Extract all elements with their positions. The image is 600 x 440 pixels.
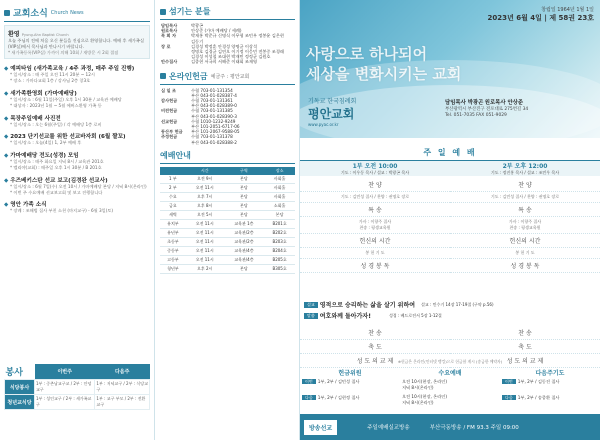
worship-order xyxy=(300,178,600,273)
volunteer-table xyxy=(4,364,150,410)
accounts-table xyxy=(160,88,295,145)
order-item: 기도 : 김민성 집사 / 찬양 : 권명호 장로 xyxy=(450,192,600,203)
news-heading: ◆ 영안 가족 소식 xyxy=(4,200,150,208)
news-body: * 일시/장소 : 매 주일 오전 11시 20분 ~ 12시 * 장소 : 가마다교회 1층 / 강사님 2층 창3호 xyxy=(10,72,95,84)
sermon-title-2: 여호와께 돌아가자! xyxy=(319,313,371,320)
order-item: 찬 양 xyxy=(300,178,450,192)
staff-role: 장 로 xyxy=(161,43,171,49)
order-item: 봉 헌 기 도 xyxy=(300,248,450,259)
table-row xyxy=(160,219,295,228)
account-type: 동산부 헌금 xyxy=(161,129,183,135)
account-number: 수협 1010-1232-9249 xyxy=(191,118,236,124)
news-body: * 장례 : 조해범 집사 부친 소천 (마지교구) - 6월 3일(토) xyxy=(10,208,114,214)
sermon-title-1: 영적으로 승리하는 삶을 살기 위하여 xyxy=(319,302,416,309)
meeting-cell: 교육관/2층 xyxy=(224,228,265,237)
volunteer-cell: 1부 : 중촌남교구교 / 2부 : 안녕교구 xyxy=(35,380,95,395)
account-type xyxy=(160,140,190,145)
volunteer-cell: 1부 : 성인교구 / 2부 : 새가족교구 xyxy=(35,395,95,410)
account-number: 부산 101-2051-6717-06 xyxy=(191,124,240,130)
staff-names: 김경성 박정훈 안경성 양명균 이상석 xyxy=(191,43,258,49)
church-news-title: 교회소식 Church News xyxy=(4,6,150,22)
closing-item: 성 도 의 교 제 xyxy=(450,354,600,368)
staff-names: 김종현 서국희 서해준 이태회 조재영 xyxy=(191,59,258,65)
people-icon xyxy=(160,9,166,15)
order-item: 특 송 xyxy=(450,203,600,217)
slogan: 사랑으로 하나되어 세상을 변화시키는 교회 xyxy=(306,45,462,83)
staff-names: 정명호 김경균 김연오 이기정 이응민 전봉중 조경래 xyxy=(191,49,284,55)
online-offering-title: 온라인헌금 예금주 : 평안교회 xyxy=(160,71,295,85)
broadcast-footer xyxy=(300,414,600,440)
closing-item: 찬 송 xyxy=(450,326,600,340)
account-type: 감사헌금 xyxy=(161,98,178,104)
meeting-cell: B205호 xyxy=(264,255,295,264)
account-number: 부산 043-01-028389-0 xyxy=(191,103,237,109)
service1-header: 1부 오전 10:00 기도 : 이우동 목사 / 설교 : 박광곤 목사 xyxy=(300,160,450,176)
meeting-cell: 중등부 xyxy=(160,246,186,255)
order-item: 특 송 xyxy=(300,203,450,217)
meeting-cell: 교육관/4층 xyxy=(224,255,265,264)
news-body: * 일시/장소 : 오는 6월(주일) / 각 예배당 1층 로비 xyxy=(10,121,102,127)
church-logo: 기독교 한국침례회 평안교회 www.pyac.or.kr xyxy=(308,98,357,127)
meeting-cell: 수요 xyxy=(160,192,186,201)
table-row xyxy=(160,183,295,192)
staff-role: 담임목사 xyxy=(161,23,178,28)
account-number: 수협 703-01-131385 xyxy=(191,108,233,114)
order-item: 헌신의 시간 xyxy=(300,234,450,248)
meeting-cell: 오전 11시 xyxy=(186,219,224,228)
meetings-table xyxy=(160,167,295,274)
offering-duty: 헌금위원 이번 1부, 2부 / 김민성 집사 다음 1부, 2부 / 김현정 집사 xyxy=(300,368,400,406)
table-row xyxy=(160,59,295,64)
order-item: 가사 : 이향주 집사 찬송 : 평생교육원 xyxy=(300,217,450,234)
order-item: 찬 양 xyxy=(450,178,600,192)
middle-column xyxy=(155,0,300,440)
service2-order xyxy=(450,178,600,273)
meeting-cell: 본당 xyxy=(224,175,265,184)
hero-banner xyxy=(300,0,600,138)
meeting-cell: 오전 11시 xyxy=(186,237,224,246)
meeting-cell: 교육관 1층 xyxy=(224,219,265,228)
news-heading: ◆ 우즈베키스탄 선교 보고(김경완 선교사) xyxy=(4,176,150,184)
meetings-title: 예배안내 xyxy=(160,150,295,164)
news-heading: ◆ 2023 단기선교를 위한 선교바자회 (6월 짤꼬) xyxy=(4,132,150,140)
meeting-cell: 청년부 xyxy=(160,264,186,273)
founded-date: 창립일 1964년 1월 1일 xyxy=(541,7,594,13)
account-number: 부산 043-01-028390-3 xyxy=(191,113,237,119)
welcome-body: 오늘 주님의 전에 처음 오신 분들을 진심으로 환영합니다. 예배 후 새가족실(VIP실)에서 목사님과 만나시기 바랍니다. xyxy=(8,38,144,49)
table-row xyxy=(160,246,295,255)
meeting-cell: 사회홀 xyxy=(264,175,295,184)
volunteer-col-this: 이번주 xyxy=(35,364,95,380)
table-row xyxy=(160,192,295,201)
closing-item: 찬 송 xyxy=(300,326,450,340)
meeting-cell: 본당 xyxy=(224,210,265,219)
service1-order xyxy=(300,178,450,273)
sermon-label: 말씀 xyxy=(304,313,318,319)
table-row xyxy=(5,395,150,410)
meeting-cell: 오후 7시 xyxy=(186,192,224,201)
staff-names: 김동기 xyxy=(191,38,204,44)
meeting-cell: 교육관/2층 xyxy=(224,237,265,246)
meeting-cell: B203호 xyxy=(264,237,295,246)
meeting-cell: 본당 xyxy=(224,264,265,273)
meeting-cell: 금요 xyxy=(160,201,186,210)
meeting-cell: 1 부 xyxy=(160,175,186,184)
staff-role: 안수집사 xyxy=(161,59,178,65)
duty-grid xyxy=(300,368,600,406)
news-list xyxy=(4,64,150,214)
welcome-note: * 새가족등록(VIP실) 가까이 의해 10회 / 재방문 시 2회 접점 xyxy=(8,49,119,55)
account-type: 선교헌금 xyxy=(161,118,178,124)
closing-item: 성 도 의 교 제 xyxy=(300,354,450,368)
meeting-cell: 고등부 xyxy=(160,255,186,264)
account-number: 부산 043-01-028388-2 xyxy=(191,139,237,145)
table-row xyxy=(160,264,295,273)
news-heading: ◆ 목장주일예배 사진전 xyxy=(4,114,150,122)
news-body: * 일시/장소 : 6월 11일(주일) 오후 1시 30분 / 교육관 예배당 * 대상자 : 2023년 1월 ~ 5월 에버스환영 가족 등 xyxy=(10,96,122,108)
volunteer-cell: 1부 : 교구 부모 / 2부 : 전환교구 xyxy=(95,395,150,410)
meeting-cell: 오후 2시 xyxy=(186,264,224,273)
right-column xyxy=(300,0,600,440)
meetings-col-header: 장소 xyxy=(264,167,295,175)
order-item: 성 경 봉 독 xyxy=(300,259,450,273)
next-prayer: 다음주기도 이번 1부, 2부 / 김동진 집사 다음 1부, 2부 / 송종환 집사 xyxy=(500,368,600,406)
order-item: 봉 헌 기 도 xyxy=(450,248,600,259)
account-number: 부산 043-01-028387-4 xyxy=(191,92,237,98)
meeting-cell: 본당 xyxy=(264,210,295,219)
meeting-cell: 초등부 xyxy=(160,237,186,246)
closing-item: 축 도 xyxy=(300,340,450,354)
volunteer-title: 봉사 xyxy=(5,364,35,380)
staff-names: 김경성 이성철 조대현 박재민 정정균 김원호 xyxy=(191,54,271,60)
staff-role: 원로목사 xyxy=(161,28,178,34)
meeting-cell: B201호 xyxy=(264,219,295,228)
news-heading: ◆ 새가족환영회 (가마예배당) xyxy=(4,89,150,97)
meeting-cell: 2 부 xyxy=(160,183,186,192)
broadcast-text-1: 주일예배실교방송 xyxy=(367,425,410,431)
meetings-col-header: 시간 xyxy=(186,167,224,175)
account-number: 수협 703-01-131354 xyxy=(191,87,233,93)
meetings-col-header xyxy=(160,167,186,175)
table-row xyxy=(160,255,295,264)
issue-info xyxy=(488,6,594,23)
meeting-cell: B204호 xyxy=(264,246,295,255)
meeting-cell: 오전 11시 xyxy=(186,255,224,264)
volunteer-col-next: 다음주 xyxy=(95,364,150,380)
account-type: 비전헌금 xyxy=(161,108,178,114)
table-row xyxy=(160,140,295,145)
meeting-cell: 오전 5시 xyxy=(186,210,224,219)
sermon-ref-2: 성경 : 베드로전서 5장 1-12절 xyxy=(388,312,442,318)
volunteer-cell: 1부 : 저녁교구 / 2부 : 식당교구 xyxy=(95,380,150,395)
meeting-cell: 사회홀 xyxy=(264,192,295,201)
meeting-cell: 사회홀 xyxy=(264,183,295,192)
worship-title: 주 일 예 배 xyxy=(423,148,477,157)
meeting-cell: 본당 xyxy=(224,192,265,201)
staff-names: 박광곤 xyxy=(191,23,204,28)
staff-names: 안상준 (가마 예배당 / 세례) xyxy=(191,28,242,34)
news-body: * 일시/장소 : 오늘(4일) 1, 2부 예배 후 xyxy=(10,140,82,146)
account-type: 주정헌금 xyxy=(161,134,178,140)
meeting-cell: B202호 xyxy=(264,228,295,237)
meeting-cell: 본당 xyxy=(224,183,265,192)
sermon-box xyxy=(304,300,596,320)
account-type: 십 일 조 xyxy=(161,87,177,93)
news-body: * 일시/장소 : 매주 화요일 저녁 8시 / 교육관 201호 * 엘리야(교회) : 매주일 오후 1시 30분 / B 201호 xyxy=(10,159,104,170)
news-body: * 일시/장소 : 6월 7일(수) 오전 10시 / 가마예배당 본당 / 저녁 8시(온라인) * 이번 주 수요예배 선교보고회 및 보고 진행합니다 xyxy=(10,183,147,195)
meeting-cell: 교육관/4층 xyxy=(224,246,265,255)
sermon-label: 설교 xyxy=(304,302,318,308)
service2-header: 2부 오후 12:00 기도 : 정진홍 목사 / 설교 : 조민우 목사 xyxy=(450,160,600,176)
meeting-cell: 본당 xyxy=(224,201,265,210)
meeting-cell: B305호 xyxy=(264,264,295,273)
meeting-cell: 오후 8시 xyxy=(186,201,224,210)
staff-names: 박재홍 박준규 신명식 이무형 조민우 정봉윤 김은현 xyxy=(191,33,284,39)
offering-note: ※헌금은 온라인(인터넷 뱅킹)으로 헌금함 게시 (송금한 예약자) xyxy=(397,359,503,364)
meeting-cell: 오전 9시 xyxy=(186,175,224,184)
pastor-info: 담임목사 박광곤 원로목사 안상준 부산광역시 부산진구 전포대로 275번길 34 Tel. 051-7035 FAX 051-9029 xyxy=(445,100,529,118)
broadcast-text-2: 부산극동방송 / FM 93.3 주일 09:00 xyxy=(429,425,519,431)
staff-table xyxy=(160,23,295,65)
table-row xyxy=(160,228,295,237)
meetings-col-header: 구역 xyxy=(224,167,265,175)
account-number: 부산 101-2067-9588-05 xyxy=(191,129,240,135)
closing-item: 축 도 xyxy=(450,340,600,354)
meeting-cell: 소회홀 xyxy=(264,201,295,210)
staff-role: 목 회 자 xyxy=(161,33,177,39)
table-row xyxy=(5,380,150,395)
left-column xyxy=(0,0,155,440)
sermon-ref-1: 설교 : 민수기 14장 17-19절 (구약 p.56) xyxy=(421,301,494,307)
order-item: 기도 : 김민성 집사 / 찬양 : 권명호 장로 xyxy=(300,192,450,203)
news-icon xyxy=(4,10,10,16)
meeting-cell: 유년부 xyxy=(160,228,186,237)
volunteer-label: 식당봉사 xyxy=(5,380,35,395)
order-item: 가사 : 이향주 집사 찬송 : 평생교육원 xyxy=(450,217,600,234)
order-item: 헌신의 시간 xyxy=(450,234,600,248)
wallet-icon xyxy=(160,73,166,79)
table-row xyxy=(160,201,295,210)
table-row xyxy=(160,237,295,246)
broadcast-badge: 방송선교 xyxy=(304,420,337,435)
meeting-cell: 오전 11시 xyxy=(186,183,224,192)
account-number: 수협 703-01-131361 xyxy=(191,98,233,104)
meeting-cell: 오전 11시 xyxy=(186,228,224,237)
volunteer-label: 청년교식당 xyxy=(5,395,35,410)
news-heading: ◆ 가마예배당 전도(성경) 모임 xyxy=(4,151,150,159)
issue-date: 2023년 6월 4일 | 제 58권 23호 xyxy=(487,14,594,22)
news-heading: ◆ 예피타임 (새가족교육 / 4주 과정, 매주 주일 진행) xyxy=(4,64,150,72)
volunteer-section xyxy=(4,364,150,410)
staff-title: 섬기는 분들 xyxy=(160,6,295,20)
service-headers xyxy=(300,160,600,176)
meeting-cell: 유치부 xyxy=(160,219,186,228)
welcome-box xyxy=(4,25,150,59)
table-row xyxy=(160,175,295,184)
table-row xyxy=(160,210,295,219)
welcome-heading: 환영 Pyung-Ahn Baptist Church xyxy=(8,31,69,38)
account-number: 수협 703-01-131378 xyxy=(191,134,233,140)
wednesday-duty: 수요예배 오전 10시(현장, 온라인) 저녁 8시(온라인) 오전 10시(현장, 온라인) 저녁 8시(온라인) xyxy=(402,370,462,405)
order-item: 성 경 봉 독 xyxy=(450,259,600,273)
meeting-cell: 오전 11시 xyxy=(186,246,224,255)
meeting-cell: 새벽 xyxy=(160,210,186,219)
